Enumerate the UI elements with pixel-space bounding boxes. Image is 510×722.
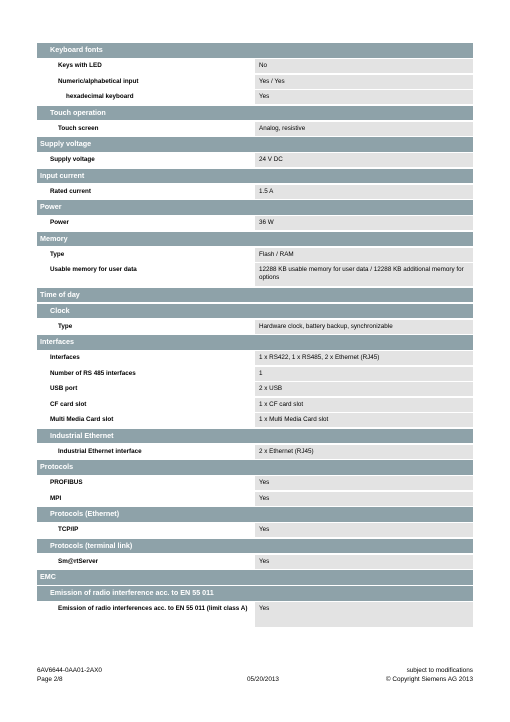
spec-value: Yes [255, 90, 473, 104]
spec-value: Hardware clock, battery backup, synchronizable [255, 320, 473, 334]
spec-row [37, 492, 473, 506]
spec-label: Type [37, 248, 255, 262]
subsection-header: Protocols (Ethernet) [37, 507, 473, 522]
section-header: Protocols [37, 460, 473, 475]
spec-value: Yes / Yes [255, 75, 473, 89]
spec-value: 1 x Multi Media Card slot [255, 413, 473, 427]
subsection-header: Industrial Ethernet [37, 429, 473, 444]
spec-row [37, 122, 473, 136]
section-header: Memory [37, 232, 473, 247]
subsection-header: Protocols (terminal link) [37, 539, 473, 554]
spec-row [37, 59, 473, 73]
spec-label: Supply voltage [37, 153, 255, 167]
page-number: Page 2/8 [37, 676, 63, 683]
footer-left [37, 666, 102, 684]
spec-label: Number of RS 485 interfaces [37, 367, 255, 381]
spec-label: PROFIBUS [37, 476, 255, 490]
spec-value: 1 x RS422, 1 x RS485, 2 x Ethernet (RJ45) [255, 351, 473, 365]
spec-label: Sm@rtServer [37, 555, 255, 569]
section-header: Interfaces [37, 335, 473, 350]
modifications-note: subject to modifications [406, 667, 473, 674]
spec-value: Yes [255, 523, 473, 537]
spec-label: Touch screen [37, 122, 255, 136]
spec-value: Yes [255, 476, 473, 490]
spec-row [37, 523, 473, 537]
spec-row [37, 382, 473, 396]
spec-label: CF card slot [37, 398, 255, 412]
spec-value: Yes [255, 492, 473, 506]
spec-label: Rated current [37, 185, 255, 199]
spec-label: Industrial Ethernet interface [37, 445, 255, 459]
spec-table [37, 43, 473, 629]
spec-value: 1 x CF card slot [255, 398, 473, 412]
spec-row [37, 90, 473, 104]
subsection-header: Emission of radio interference acc. to EN 55 011 [37, 586, 473, 601]
spec-value: 1.5 A [255, 185, 473, 199]
spec-value: 12288 KB usable memory for user data / 12288 KB additional memory for options [255, 263, 473, 286]
article-number: 6AV6644-0AA01-2AX0 [37, 667, 102, 674]
spec-row [37, 185, 473, 199]
spec-value: 36 W [255, 216, 473, 230]
spec-label: Type [37, 320, 255, 334]
subsection-header: Keyboard fonts [37, 43, 473, 58]
section-header: Time of day [37, 288, 473, 303]
spec-value: 24 V DC [255, 153, 473, 167]
section-header: Input current [37, 169, 473, 184]
section-header: Power [37, 200, 473, 215]
spec-label: Usable memory for user data [37, 263, 255, 286]
subsection-header: Touch operation [37, 106, 473, 121]
spec-row [37, 555, 473, 569]
spec-label: hexadecimal keyboard [37, 90, 255, 104]
spec-value: Yes [255, 555, 473, 569]
spec-label: MPI [37, 492, 255, 506]
spec-label: Emission of radio interferences acc. to EN 55 011 (limit class A) [37, 602, 255, 627]
spec-row [37, 153, 473, 167]
section-header: Supply voltage [37, 137, 473, 152]
spec-row [37, 476, 473, 490]
spec-row [37, 602, 473, 627]
spec-row [37, 413, 473, 427]
footer-right [386, 666, 473, 684]
spec-row [37, 398, 473, 412]
spec-value: No [255, 59, 473, 73]
copyright: © Copyright Siemens AG 2013 [385, 676, 473, 683]
spec-row [37, 75, 473, 89]
subsection-header: Clock [37, 304, 473, 319]
spec-row [37, 351, 473, 365]
spec-row [37, 445, 473, 459]
spec-value: Yes [255, 602, 473, 627]
spec-value: 2 x USB [255, 382, 473, 396]
spec-label: Numeric/alphabetical input [37, 75, 255, 89]
spec-value: Analog, resistive [255, 122, 473, 136]
spec-label: Power [37, 216, 255, 230]
spec-label: Keys with LED [37, 59, 255, 73]
spec-value: 2 x Ethernet (RJ45) [255, 445, 473, 459]
spec-value: 1 [255, 367, 473, 381]
spec-row [37, 320, 473, 334]
spec-label: USB port [37, 382, 255, 396]
spec-row [37, 216, 473, 230]
section-header: EMC [37, 570, 473, 585]
spec-label: TCP/IP [37, 523, 255, 537]
spec-row [37, 263, 473, 286]
spec-row [37, 248, 473, 262]
spec-label: Multi Media Card slot [37, 413, 255, 427]
spec-row [37, 367, 473, 381]
spec-value: Flash / RAM [255, 248, 473, 262]
spec-label: Interfaces [37, 351, 255, 365]
footer-date: 05/20/2013 [247, 676, 279, 683]
